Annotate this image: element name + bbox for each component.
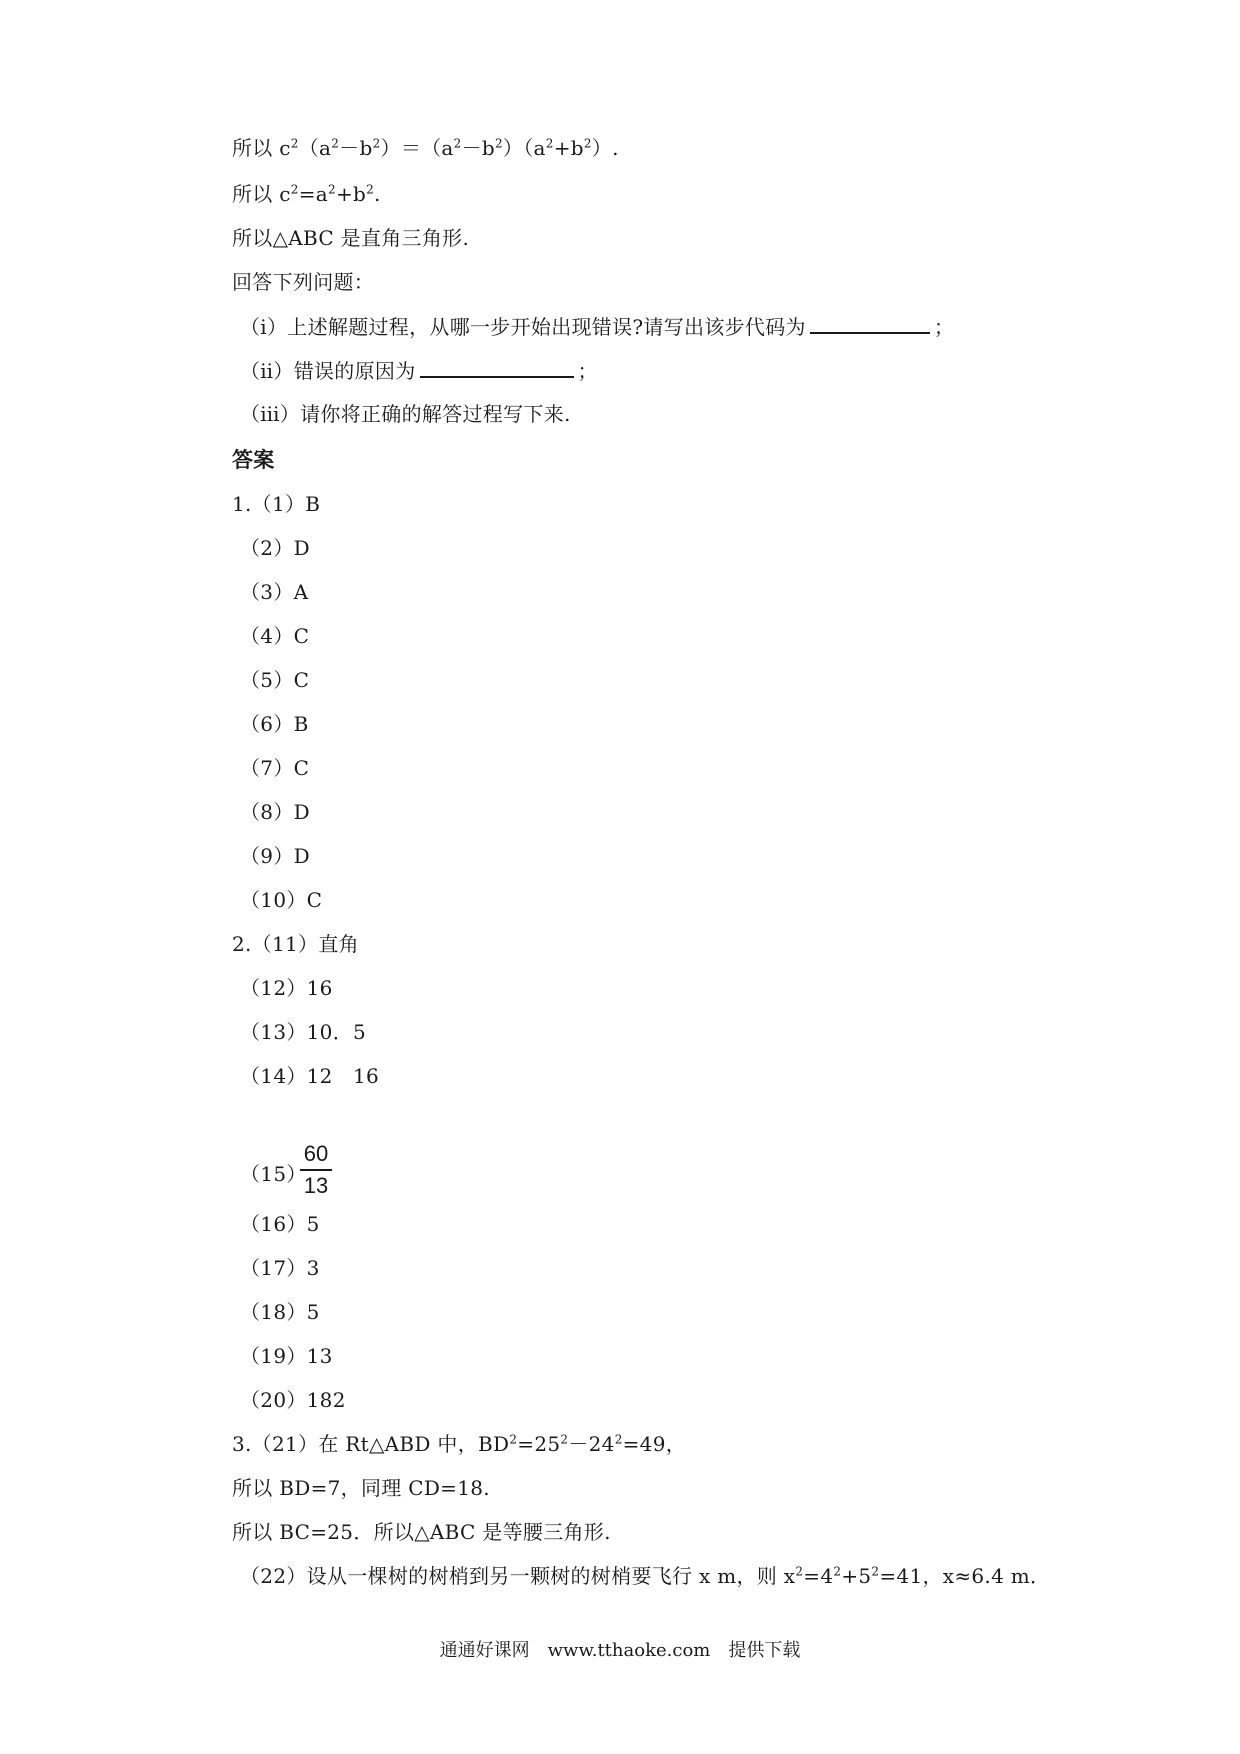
step-line-3: 所以△ABC 是直角三角形. xyxy=(232,226,470,250)
answers-heading: 答案 xyxy=(232,447,275,472)
answer-4: （4）C xyxy=(240,624,310,648)
answer-22: （22）设从一棵树的树梢到另一颗树的树梢要飞行 x m，则 $x^2=4^2+5^2=41$，x≈6.4 m． xyxy=(240,1564,1051,1588)
step-line-4: 回答下列问题： xyxy=(232,270,375,294)
answer-18: （18）5 xyxy=(240,1300,320,1324)
answer-21-line-3: 所以 BC=25．所以△ABC 是等腰三角形. xyxy=(232,1520,611,1544)
answer-5: （5）C xyxy=(240,668,310,692)
answer-12: （12）16 xyxy=(240,976,333,1000)
answer-21-line-2: 所以 BD=7，同理 CD=18. xyxy=(232,1476,490,1500)
answer-16: （16）5 xyxy=(240,1212,320,1236)
answer-20: （20）182 xyxy=(240,1388,346,1412)
answer-blank-1[interactable] xyxy=(810,312,930,334)
fraction-denominator: 13 xyxy=(303,1173,329,1198)
answer-21: 3.（21）在 Rt△ABD 中，$BD^2=25^2-24^2=49$， xyxy=(232,1432,687,1456)
question-ii: （ⅱ）错误的原因为 ； xyxy=(240,356,598,385)
question-i: （ⅰ）上述解题过程，从哪一步开始出现错误?请写出该步代码为 ； xyxy=(240,312,954,341)
answer-7: （7）C xyxy=(240,756,310,780)
answer-6: （6）B xyxy=(240,712,309,736)
answer-14: （14）12 16 xyxy=(240,1064,380,1088)
fraction-bar xyxy=(300,1169,332,1171)
answer-3: （3）A xyxy=(240,580,309,604)
fraction-numerator: 60 xyxy=(303,1141,329,1166)
step-line-2: 所以 $c^2=a^2+b^2$. xyxy=(232,182,381,206)
answer-19: （19）13 xyxy=(240,1344,333,1368)
answer-11: 2.（11）直角 xyxy=(232,932,359,956)
answer-15-label: （15） xyxy=(240,1162,307,1186)
step-line-1: 所以 $c^2(a^2-b^2)=(a^2-b^2)(a^2+b^2)$. xyxy=(232,136,619,160)
answer-13: （13）10．5 xyxy=(240,1020,367,1044)
answer-8: （8）D xyxy=(240,800,310,824)
answer-1: 1.（1）B xyxy=(232,492,321,516)
answer-17: （17）3 xyxy=(240,1256,320,1280)
answer-2: （2）D xyxy=(240,536,310,560)
page-footer: 通通好课网 www.tthaoke.com 提供下载 xyxy=(439,1640,801,1661)
question-iii: （ⅲ）请你将正确的解答过程写下来. xyxy=(240,402,571,426)
answer-10: （10）C xyxy=(240,888,323,912)
answer-9: （9）D xyxy=(240,844,310,868)
answer-blank-2[interactable] xyxy=(420,356,574,378)
answer-15-fraction xyxy=(300,1140,332,1200)
